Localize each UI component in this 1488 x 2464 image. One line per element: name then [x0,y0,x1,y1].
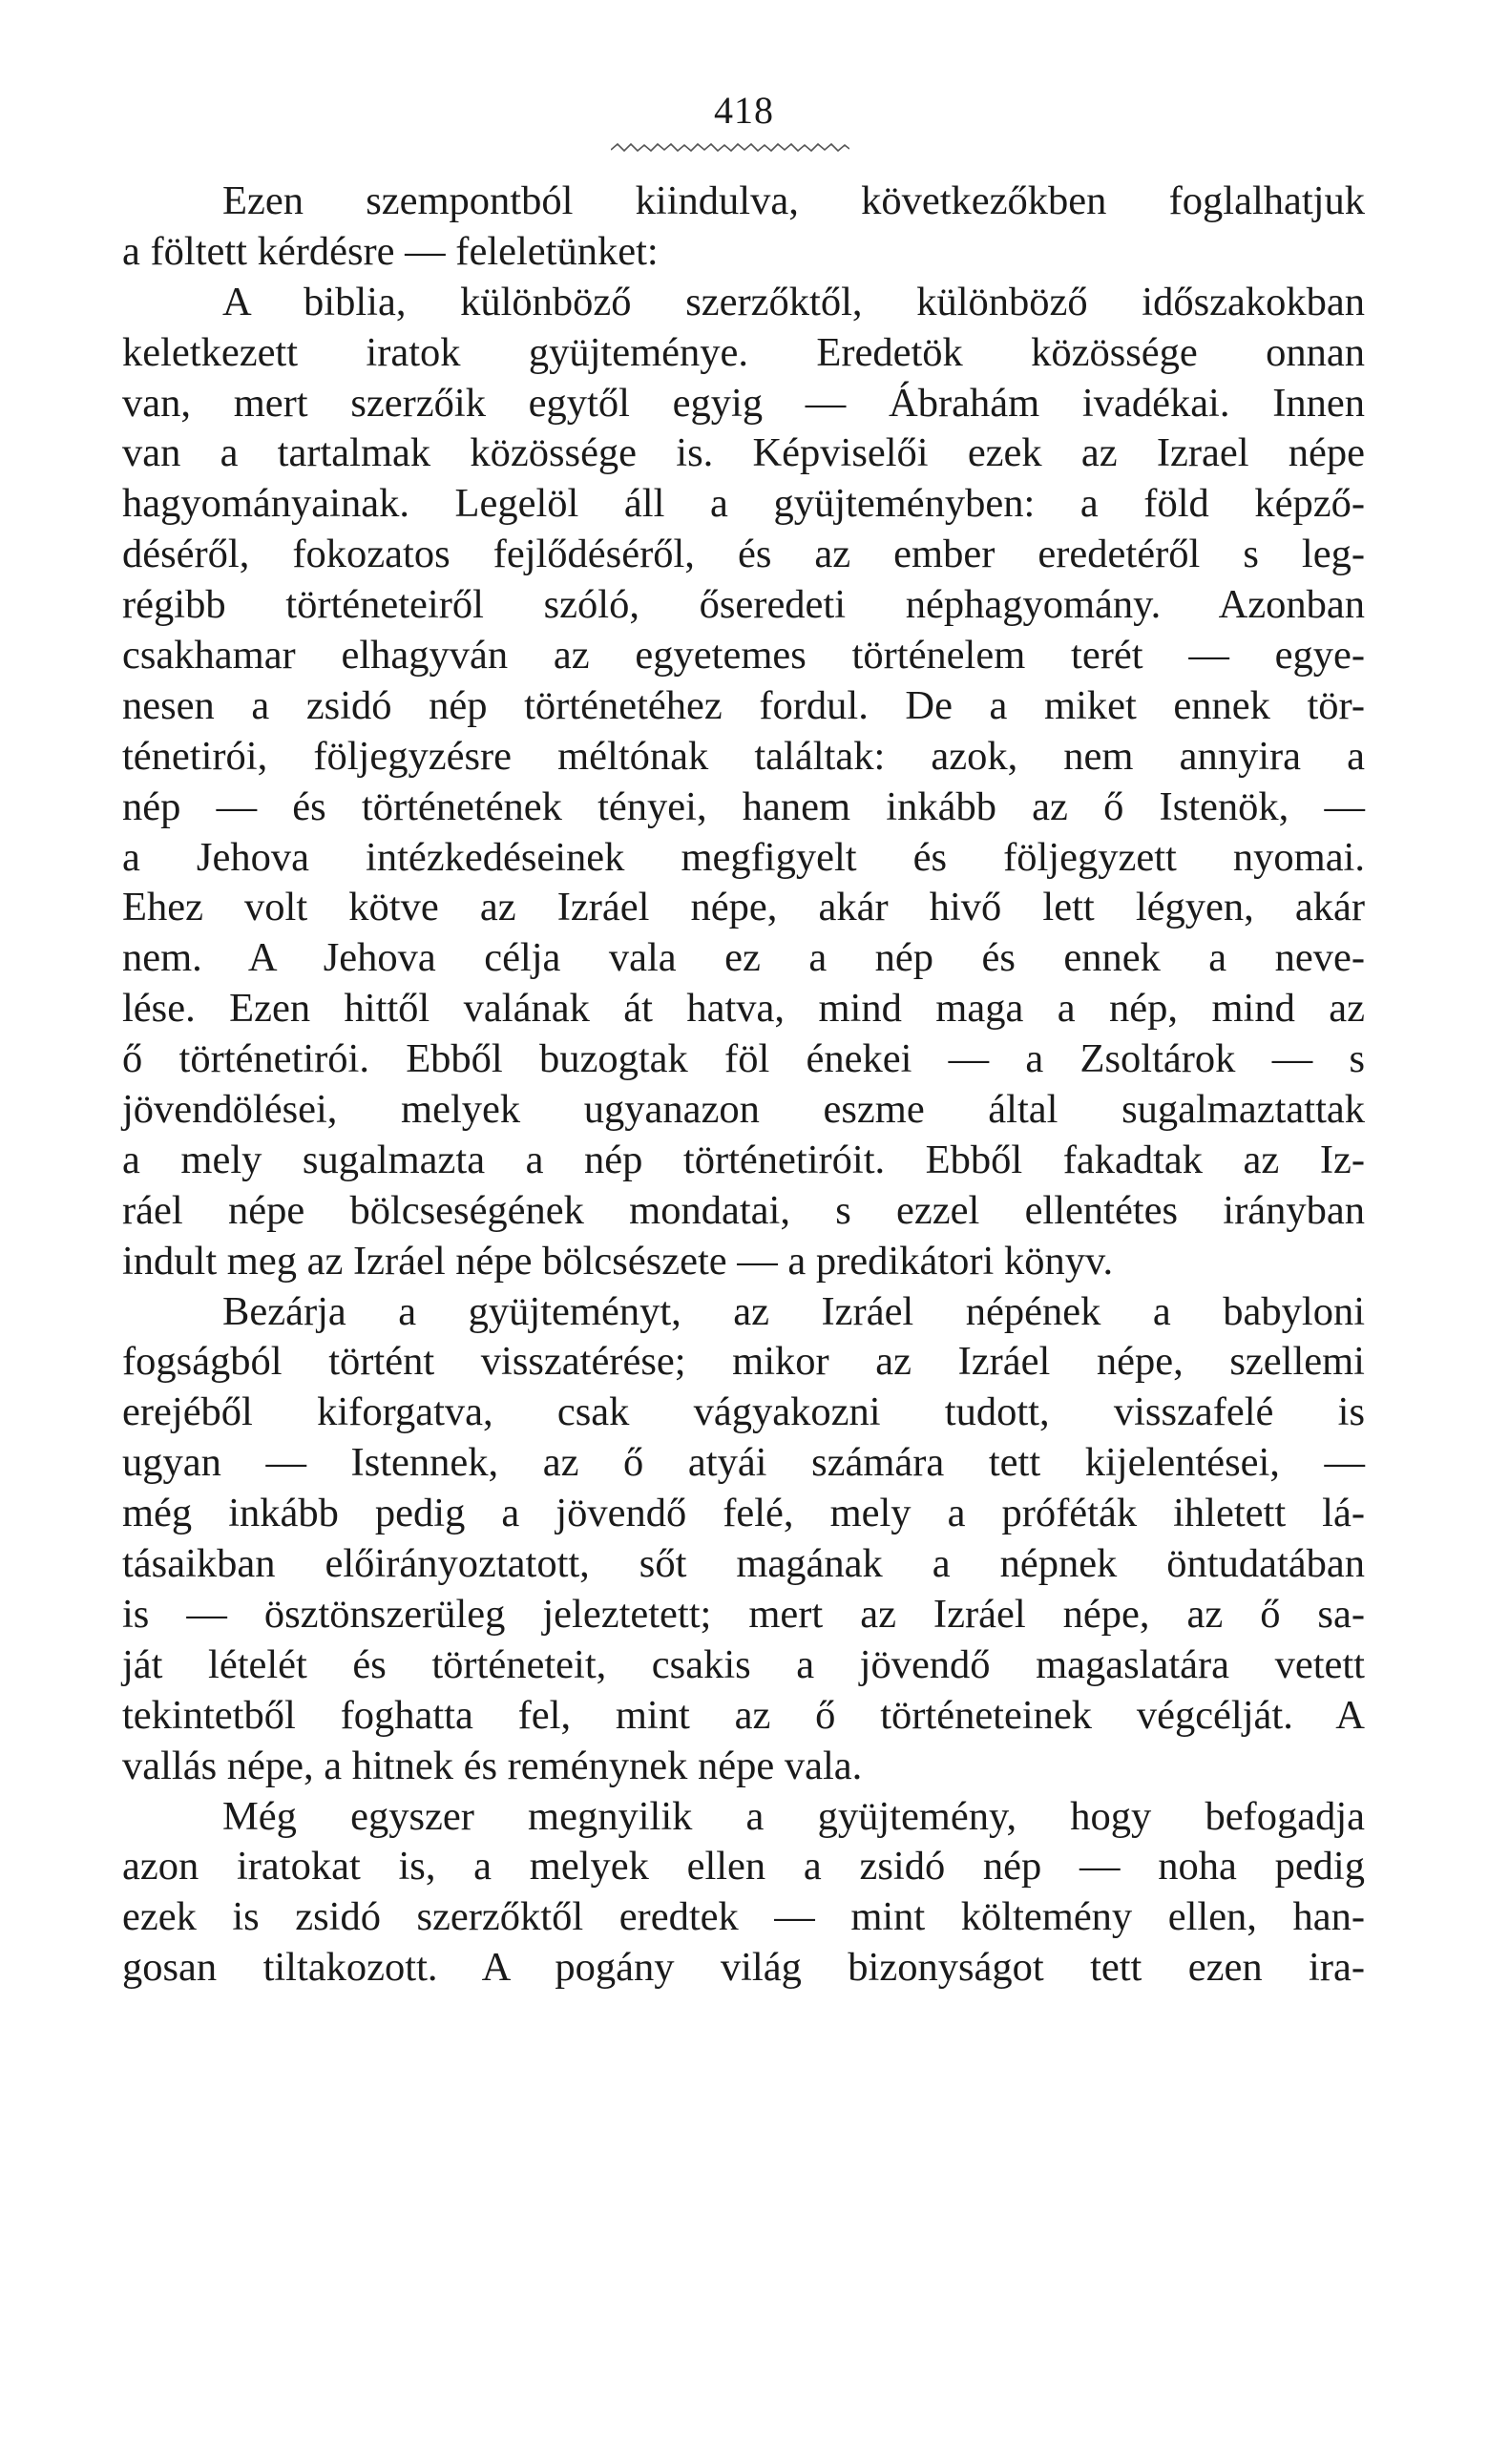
text-line: indult meg az Izráel népe bölcsészete — a predikátori könyv. [122,1238,1114,1284]
text-line: ezek is zsidó szerzőktől eredtek — mint költemény ellen, han- [122,1894,1365,1940]
text-line: azon iratokat is, a melyek ellen a zsidó nép — noha pedig [122,1844,1365,1890]
text-line: Bezárja a gyüjteményt, az Izráel népének a babyloni [222,1288,1365,1334]
text-line: gosan tiltakozott. A pogány világ bizonyságot tett ezen ira- [122,1945,1365,1991]
text-line: ő történetirói. Ebből buzogtak föl énekei — a Zsoltárok — s [122,1036,1365,1082]
text-line: Ezen szempontból kiindulva, következőkben foglalhatjuk [222,178,1365,223]
text-line: van, mert szerzőik egytől egyig — Ábrahám ivadékai. Innen [122,380,1365,426]
text-line: Még egyszer megnyilik a gyüjtemény, hogy befogadja [222,1793,1365,1839]
text-line: hagyományainak. Legelöl áll a gyüjteményben: a föld képző- [122,481,1365,527]
text-line: a föltett kérdésre — feleletünket: [122,228,659,274]
text-line: tekintetből foghatta fel, mint az ő történeteinek végcélját. A [122,1692,1365,1738]
text-line: Ehez volt kötve az Izráel népe, akár hivő lett légyen, akár [122,885,1365,930]
text-line: lése. Ezen hittől valának át hatva, mind maga a nép, mind az [122,986,1365,1032]
text-line: déséről, fokozatos fejlődéséről, és az ember eredetéről s leg- [122,532,1365,577]
text-line: ráel népe bölcseségének mondatai, s ezzel ellentétes irányban [122,1187,1365,1233]
text-line: ténetirói, följegyzésre méltónak találtak: azok, nem annyira a [122,733,1365,779]
text-line: tásaikban előirányoztatott, sőt magának a népnek öntudatában [122,1541,1365,1587]
text-line: is — ösztönszerüleg jeleztetett; mert az Izráel népe, az ő sa- [122,1591,1365,1637]
text-line: vallás népe, a hitnek és reménynek népe vala. [122,1743,863,1788]
text-line: nem. A Jehova célja vala ez a nép és ennek a neve- [122,935,1365,981]
text-line: régibb történeteiről szóló, őseredeti néphagyomány. Azonban [122,582,1365,628]
text-line: erejéből kiforgatva, csak vágyakozni tudott, visszafelé is [122,1389,1365,1435]
text-line: nép — és történetének tényei, hanem inkább az ő Istenök, — [122,783,1365,829]
text-line: csakhamar elhagyván az egyetemes történelem terét — egye- [122,633,1365,679]
body-text [122,177,1365,1994]
text-line: ugyan — Istennek, az ő atyái számára tett kijelentései, — [122,1440,1365,1486]
text-line: van a tartalmak közössége is. Képviselői ezek az Izrael népe [122,430,1365,476]
text-line: a Jehova intézkedéseinek megfigyelt és följegyzett nyomai. [122,834,1365,880]
text-line: ját lételét és történeteit, csakis a jövendő magaslatára vetett [122,1641,1365,1687]
ornament-divider [611,141,849,155]
text-line: a mely sugalmazta a nép történetiróit. Ebből fakadtak az Iz- [122,1137,1365,1182]
text-line: nesen a zsidó nép történetéhez fordul. De a miket ennek tör- [122,682,1365,728]
text-line: A biblia, különböző szerzőktől, különböző időszakokban [222,279,1365,324]
text-line: fogságból történt visszatérése; mikor az Izráel népe, szellemi [122,1339,1365,1385]
text-line: keletkezett iratok gyüjteménye. Eredetök közössége onnan [122,329,1365,375]
text-line: jövendölései, melyek ugyanazon eszme által sugalmaztattak [122,1087,1365,1133]
page-number: 418 [714,89,774,132]
text-line: még inkább pedig a jövendő felé, mely a próféták ihletett lá- [122,1491,1365,1536]
